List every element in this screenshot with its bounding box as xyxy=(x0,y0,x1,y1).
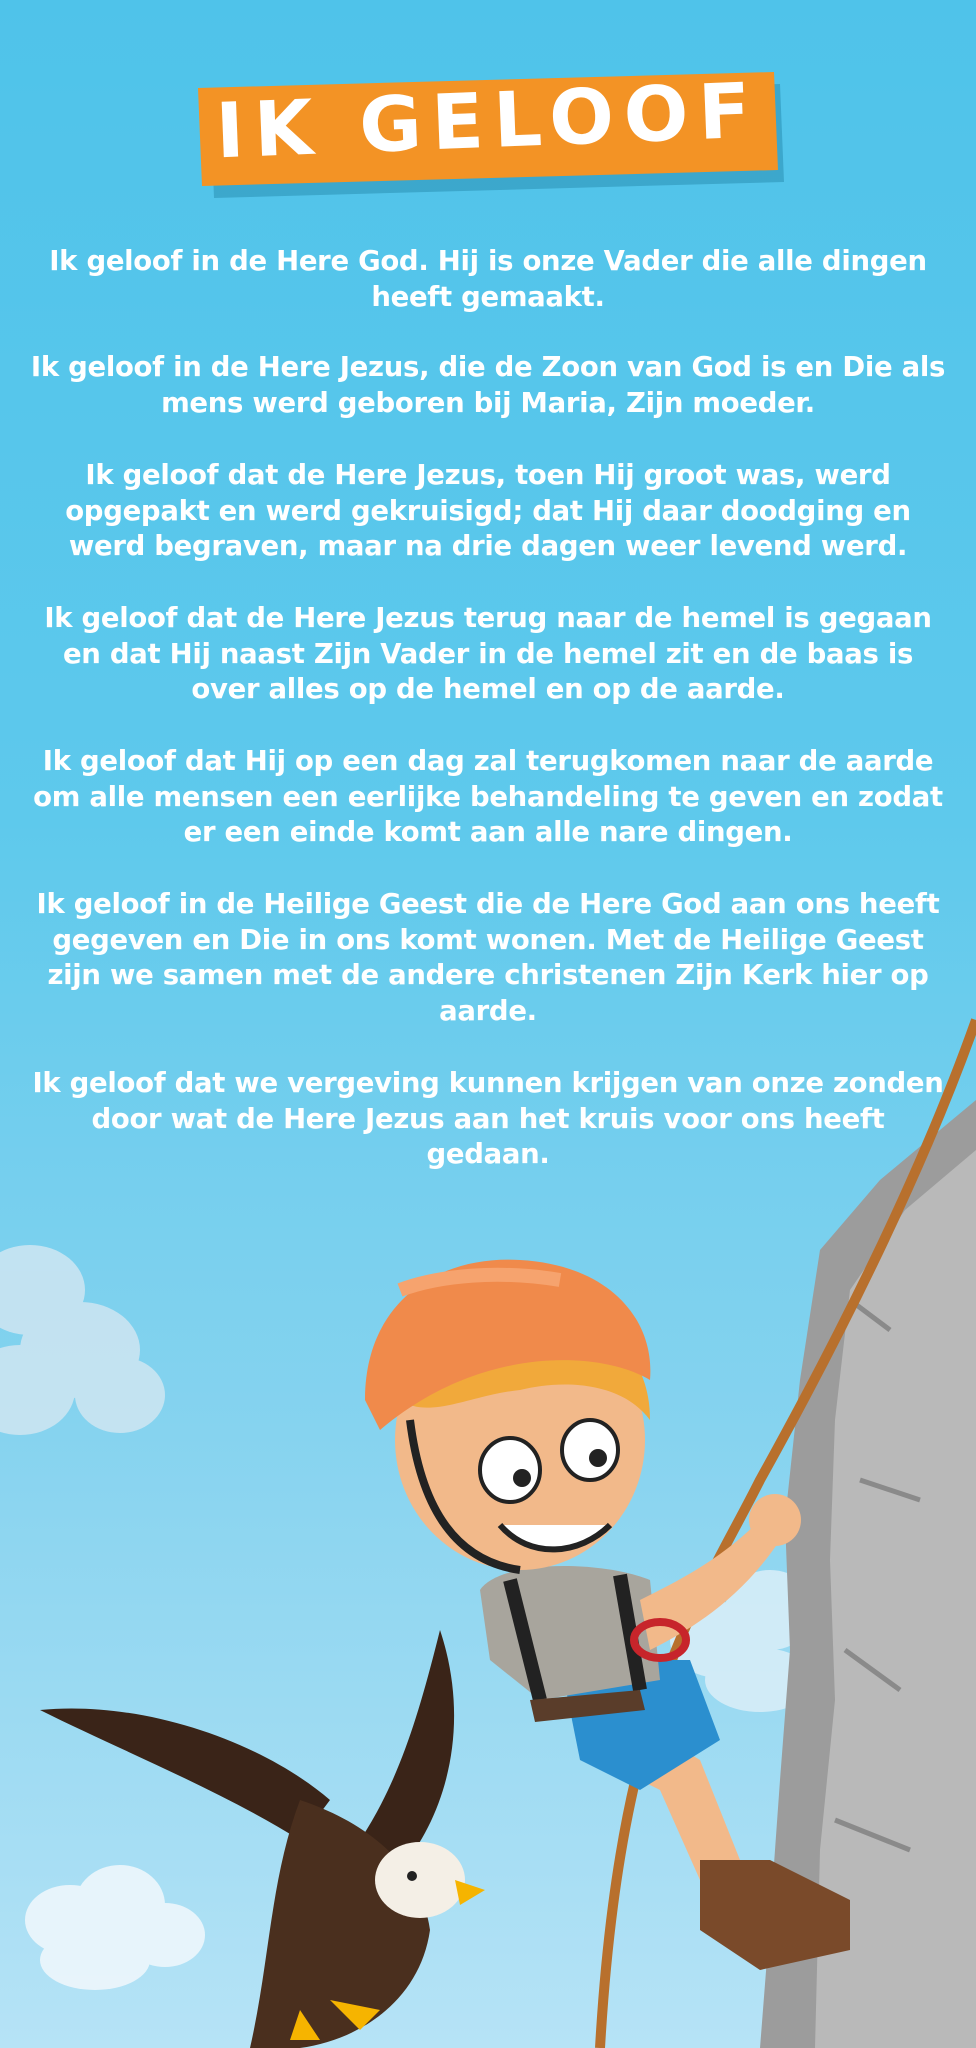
creed-paragraph-2: Ik geloof in de Here Jezus, die de Zoon van God is en Die als mens werd geboren bij Maria, Zijn moeder. xyxy=(30,351,946,419)
page-title: IK GELOOF xyxy=(214,65,762,176)
creed-paragraph-6: Ik geloof in de Heilige Geest die de Here God aan ons heeft gegeven en Die in ons komt wonen. Met de Heilige Geest zijn we samen met de andere christenen Zijn Kerk hier op aarde. xyxy=(36,888,940,1027)
creed-paragraph-4: Ik geloof dat de Here Jezus terug naar de hemel is gegaan en dat Hij naast Zijn Vader in de hemel zit en de baas is over alles op de hemel en op de aarde. xyxy=(44,602,932,705)
cloud-icon xyxy=(25,1865,205,1990)
creed-paragraph-1: Ik geloof in de Here God. Hij is onze Vader die alle dingen heeft gemaakt. xyxy=(49,245,927,313)
creed-paragraph-7: Ik geloof dat we vergeving kunnen krijgen van onze zonden door wat de Here Jezus aan het kruis voor ons heeft gedaan. xyxy=(32,1067,944,1170)
creed-paragraph-5: Ik geloof dat Hij op een dag zal terugkomen naar de aarde om alle mensen een eerlijke behandeling te geven en zodat er een einde komt aan alle nare dingen. xyxy=(33,745,943,848)
creed-paragraph-3: Ik geloof dat de Here Jezus, toen Hij groot was, werd opgepakt en werd gekruisigd; dat Hij daar doodging en werd begraven, maar na drie dagen weer levend werd. xyxy=(65,459,911,562)
cloud-icon xyxy=(0,1245,165,1435)
